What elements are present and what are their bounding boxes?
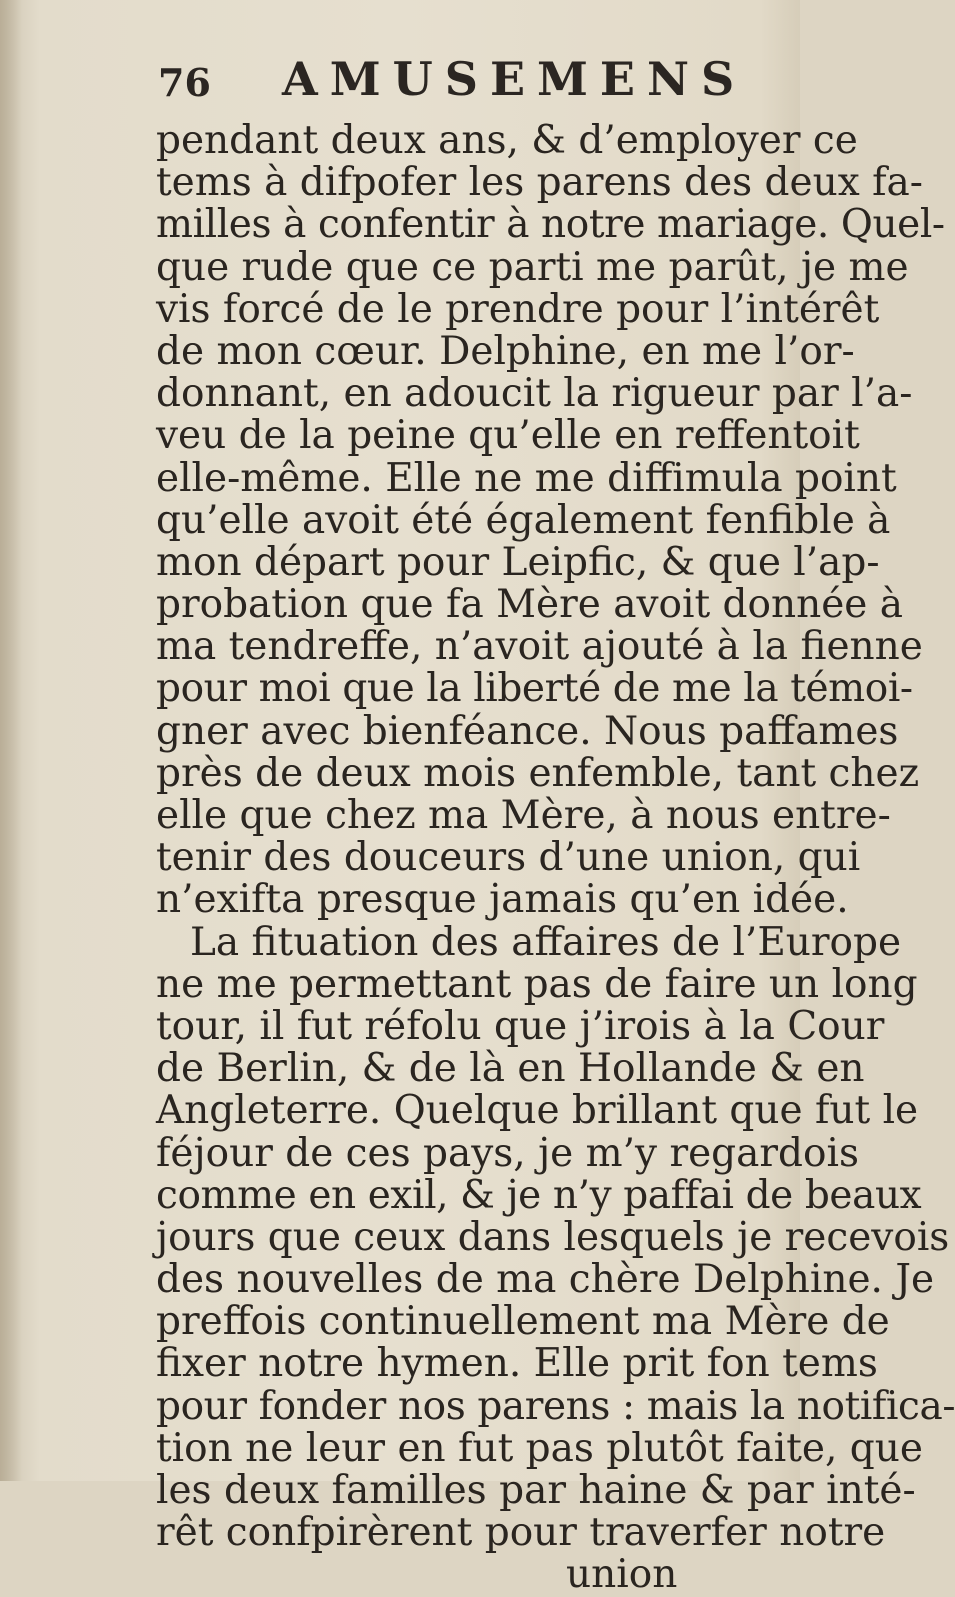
- text-line: mon départ pour Leipfic, & que l’ap-: [156, 539, 880, 585]
- text-line: ne me permettant pas de faire un long: [156, 961, 918, 1007]
- text-line: milles à confentir à notre mariage. Quel-: [156, 202, 945, 248]
- text-line: gner avec bienféance. Nous paffames: [156, 708, 899, 754]
- text-line: tour, il fut réfolu que j’irois à la Cour: [156, 1003, 885, 1049]
- text-line: pour fonder nos parens : mais la notifica-: [156, 1383, 955, 1429]
- text-line: veu de la peine qu’elle en reffentoit: [156, 413, 860, 459]
- catchword: union: [566, 1552, 678, 1597]
- text-line: qu’elle avoit été également fenfible à: [156, 497, 891, 543]
- text-line: ma tendreffe, n’avoit ajouté à la fienne: [156, 624, 923, 670]
- text-line: tenir des douceurs d’une union, qui: [156, 835, 861, 881]
- page-gutter-shadow: [0, 0, 22, 1481]
- text-line: féjour de ces pays, je m’y regardois: [156, 1130, 859, 1176]
- text-line: fixer notre hymen. Elle prit fon tems: [156, 1341, 878, 1387]
- page-header: [148, 48, 748, 108]
- text-line: elle que chez ma Mère, à nous entre-: [156, 793, 891, 838]
- text-line: de Berlin, & de là en Hollande & en: [156, 1046, 865, 1092]
- body-text: [156, 118, 955, 1597]
- text-line: tion ne leur en fut pas plutôt faite, que: [156, 1425, 923, 1471]
- text-line: près de deux mois enfemble, tant chez: [156, 750, 920, 796]
- text-line: n’exifta presque jamais qu’en idée.: [156, 877, 849, 923]
- text-line: les deux familles par haine & par inté-: [156, 1468, 916, 1513]
- text-line: probation que fa Mère avoit donnée à: [156, 582, 904, 628]
- text-line: donnant, en adoucit la rigueur par l’a-: [156, 371, 913, 417]
- text-line: pendant deux ans, & d’employer ce: [156, 118, 858, 163]
- text-line: rêt confpirèrent pour traverfer notre: [156, 1510, 886, 1556]
- running-head: AMUSEMENS: [282, 52, 747, 106]
- text-line: vis forcé de le prendre pour l’intérêt: [156, 286, 880, 332]
- text-line: comme en exil, & je n’y paffai de beaux: [156, 1172, 922, 1218]
- text-line: La fituation des affaires de l’Europe: [190, 919, 902, 965]
- text-line: tems à difpofer les parens des deux fa-: [156, 160, 923, 206]
- text-line: pour moi que la liberté de me la témoi-: [156, 666, 913, 712]
- text-line: elle-même. Elle ne me diffimula point: [156, 455, 897, 501]
- text-line: preffois continuellement ma Mère de: [156, 1299, 890, 1345]
- text-line: jours que ceux dans lesquels je recevois: [156, 1214, 950, 1260]
- text-line: que rude que ce parti me parût, je me: [156, 244, 909, 290]
- text-line: des nouvelles de ma chère Delphine. Je: [156, 1257, 935, 1303]
- text-line: Angleterre. Quelque brillant que fut le: [156, 1088, 919, 1134]
- text-line: de mon cœur. Delphine, en me l’or-: [156, 328, 855, 374]
- page-number: 76: [158, 60, 211, 105]
